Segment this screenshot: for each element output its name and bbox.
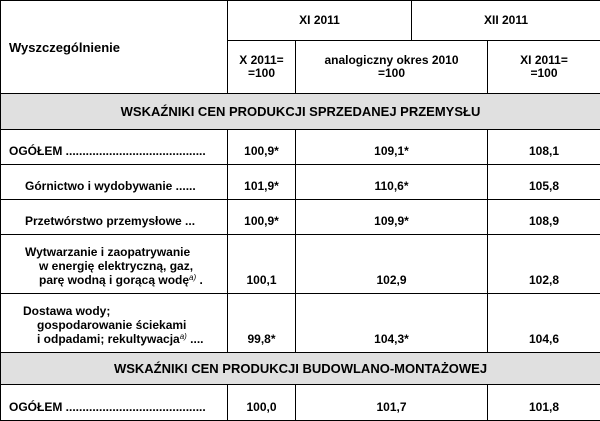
row-label-header: Wyszczególnienie <box>1 1 228 94</box>
table-row <box>1 165 600 200</box>
row-label-mining: Górnictwo i wydobywanie ...... <box>1 165 228 200</box>
value-cell: 102,8 <box>488 235 600 294</box>
value-cell: 100,9* <box>228 200 296 235</box>
value-cell: 108,1 <box>488 130 600 165</box>
value-cell: 101,8 <box>488 385 600 421</box>
table-row <box>1 130 600 165</box>
value-cell: 108,9 <box>488 200 600 235</box>
row-label-total-construction: OGÓŁEM .......................................... <box>1 385 228 421</box>
value-cell: 101,7 <box>296 385 488 421</box>
value-cell: 104,3* <box>296 294 488 353</box>
value-cell: 109,1* <box>296 130 488 165</box>
group-header-xi-2011: XI 2011 <box>228 1 412 41</box>
row-label-manufacturing: Przetwórstwo przemysłowe ... <box>1 200 228 235</box>
footnote-marker: a) <box>189 273 196 282</box>
group-header-xii-2011: XII 2011 <box>412 1 600 41</box>
row-label-water-supply: Dostawa wody; gospodarowanie ściekami i odpadami; rekultywacja$^{a)}$ .... <box>1 294 228 353</box>
value-cell: 101,9* <box>228 165 296 200</box>
value-cell: 110,6* <box>296 165 488 200</box>
footnote-marker: a) <box>180 332 187 341</box>
col-header-analogous-period: analogiczny okres 2010 =100 <box>296 41 488 94</box>
table-row <box>1 385 600 421</box>
value-cell: 100,0 <box>228 385 296 421</box>
section-title-construction: WSKAŹNIKI CEN PRODUKCJI BUDOWLANO-MONTAŻOWEJ <box>1 353 600 385</box>
value-cell: 109,9* <box>296 200 488 235</box>
row-label-total-industry: OGÓŁEM .......................................... <box>1 130 228 165</box>
value-cell: 99,8* <box>228 294 296 353</box>
value-cell: 104,6 <box>488 294 600 353</box>
col-header-x-2011: X 2011= =100 <box>228 41 296 94</box>
col-header-xi-2011: XI 2011= =100 <box>488 41 600 94</box>
value-cell: 100,1 <box>228 235 296 294</box>
value-cell: 100,9* <box>228 130 296 165</box>
section-title-industry: WSKAŹNIKI CEN PRODUKCJI SPRZEDANEJ PRZEMYSŁU <box>1 94 600 130</box>
table-row <box>1 235 600 294</box>
row-label-energy-supply: Wytwarzanie i zaopatrywanie w energię elektryczną, gaz, parę wodną i gorącą wodę$^{a)}$ . <box>1 235 228 294</box>
value-cell: 105,8 <box>488 165 600 200</box>
value-cell: 102,9 <box>296 235 488 294</box>
table-row <box>1 200 600 235</box>
table-row <box>1 294 600 353</box>
